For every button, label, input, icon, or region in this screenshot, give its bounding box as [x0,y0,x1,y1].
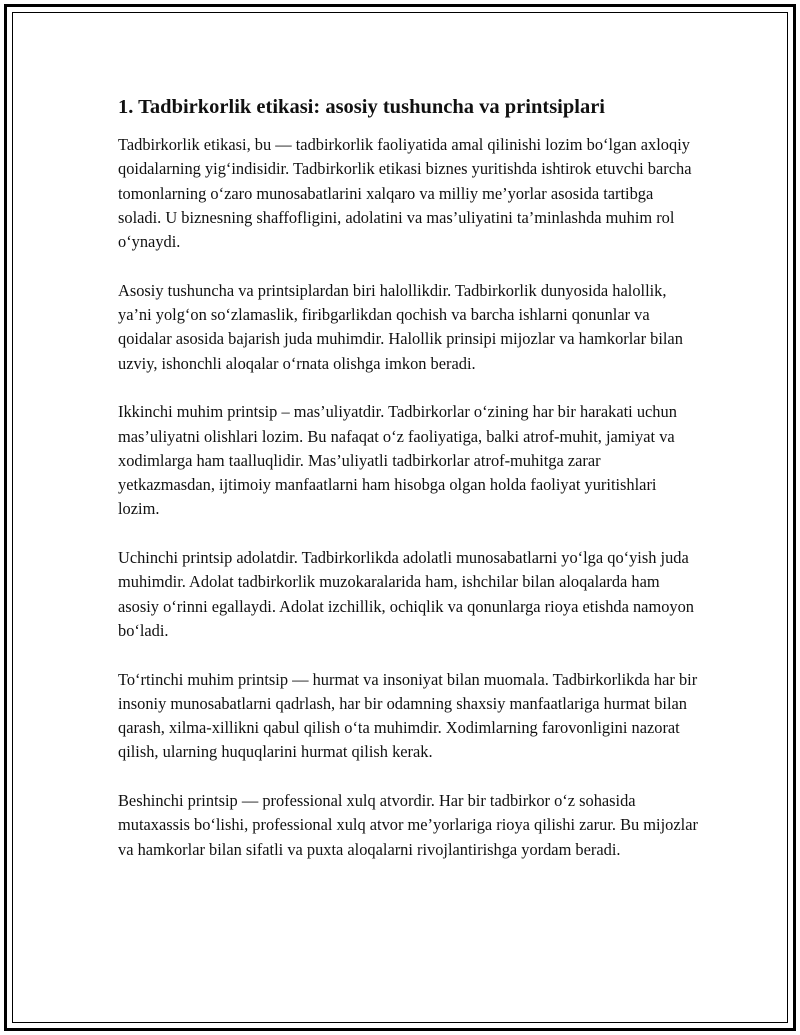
paragraph-definition: Tadbirkorlik etikasi, bu — tadbirkorlik faoliyatida amal qilinishi lozim bo‘lgan axloqiy qoidalarning yig‘indisidir. Tadbirkorlik etikasi biznes yuritishda ishtirok etuvchi barcha tomonlarning o‘zaro munosabatlarini xalqaro va milliy me’yorlar asosida tartibga soladi. U biznesning shaffofligini, adolatini va mas’uliyatini ta’minlashda muhim rol o‘ynaydi. [118,135,692,252]
document-body [118,94,698,886]
paragraph-professionalism: Beshinchi printsip — professional xulq atvordir. Har bir tadbirkor o‘z sohasida mutaxassis bo‘lishi, professional xulq atvor me’yorlariga rioya qilishi zarur. Bu mijozlar va hamkorlar bilan sifatli va puxta aloqalarni rivojlantirishga yordam beradi. [118,791,698,859]
paragraph-fairness: Uchinchi printsip adolatdir. Tadbirkorlikda adolatli munosabatlarni yo‘lga qo‘yish juda muhimdir. Adolat tadbirkorlik muzokaralarida ham, ishchilar bilan aloqalarda ham asosiy o‘rinni egallaydi. Adolat izchillik, ochiqlik va qonunlarga rioya etishda namoyon bo‘ladi. [118,548,694,640]
section-heading: 1. Tadbirkorlik etikasi: asosiy tushuncha va printsiplari [118,96,606,118]
paragraph-honesty: Asosiy tushuncha va printsiplardan biri halollikdir. Tadbirkorlik dunyosida halollik, ya’ni yolg‘on so‘zlamaslik, firibgarlikdan qochish va barcha ishlarni qonunlar va qoidalar asosida bajarish juda muhimdir. Halollik prinsipi mijozlar va hamkorlar bilan uzviy, ishonchli aloqalar o‘rnata olishga imkon beradi. [118,280,683,373]
paragraph-respect: To‘rtinchi muhim printsip — hurmat va insoniyat bilan muomala. Tadbirkorlikda har bir insoniy munosabatlarni qadrlash, har bir odamning shaxsiy manfaatlariga hurmat bilan qarash, xilma-xillikni qabul qilish o‘ta muhimdir. Xodimlarning farovonligini nazorat qilish, ularning huquqlarini hurmat qilish kerak. [118,669,698,762]
paragraph-responsibility: Ikkinchi muhim printsip – mas’uliyatdir. Tadbirkorlar o‘zining har bir harakati uchun mas’uliyatni olishlari lozim. Bu nafaqat o‘z faoliyatiga, balki atrof-muhit, jamiyat va xodimlarga ham taalluqlidir. Mas’uliyatli tadbirkorlar atrof-muhitga zarar yetkazmasdan, ijtimoiy manfaatlarni ham hisobga olgan holda faoliyat yuritishlari lozim. [118,402,677,519]
